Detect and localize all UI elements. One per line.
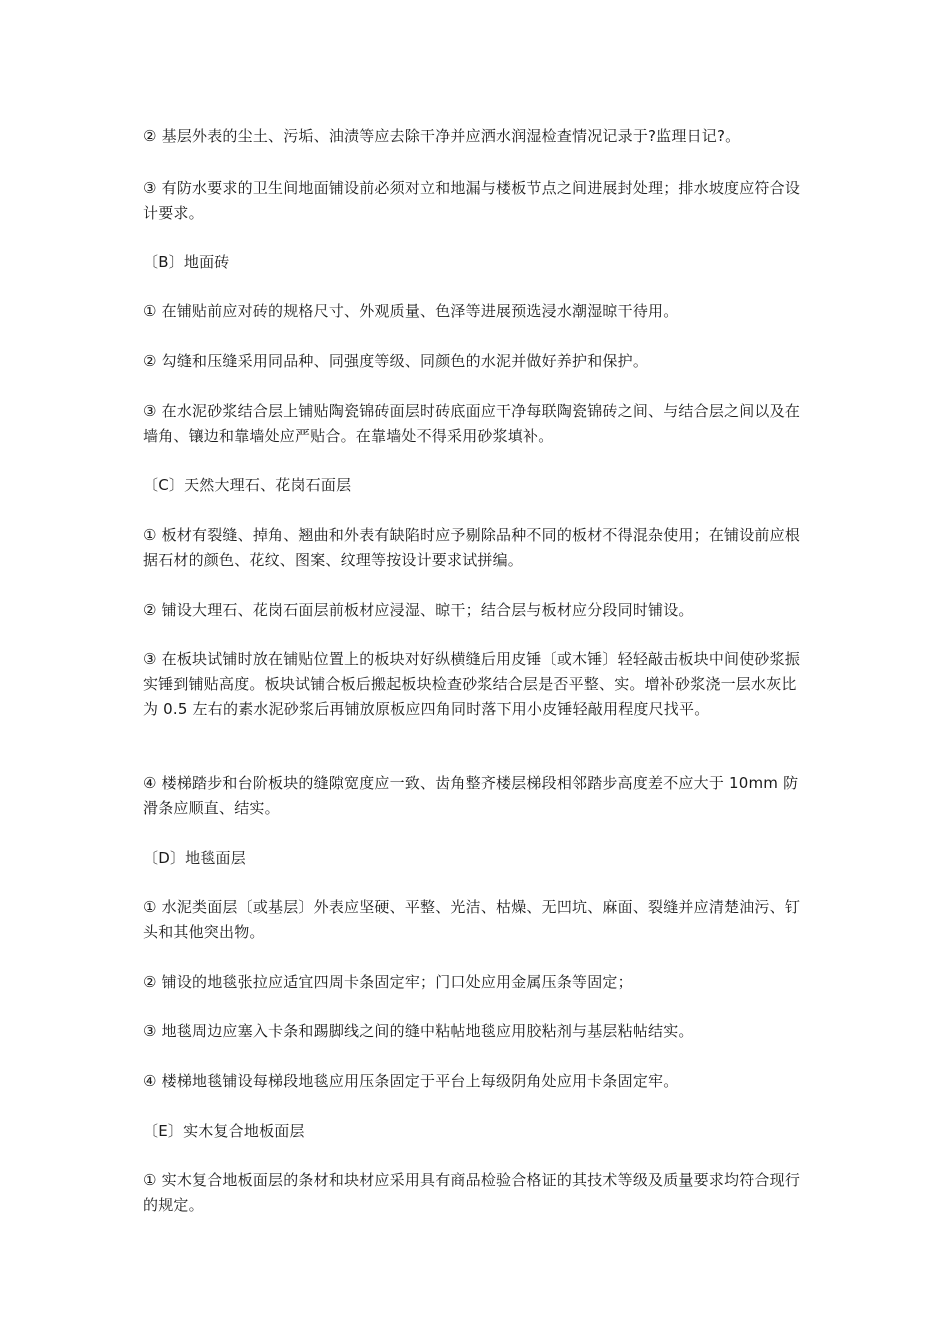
section-heading-c: 〔C〕天然大理石、花岗石面层	[143, 476, 352, 494]
section-heading-d: 〔D〕地毯面层	[143, 849, 246, 867]
section-heading-e: 〔E〕实木复合地板面层	[143, 1122, 305, 1140]
paragraph-c-3: ③ 在板块试铺时放在铺贴位置上的板块对好纵横缝后用皮锤〔或木锤〕轻轻敲击板块中间使砂浆振实锤到铺贴高度。板块试铺合板后搬起板块检查砂浆结合层是否平整、实。增补砂浆浇一层水灰比为 0.5 左右的素水泥砂浆后再铺放原板应四角同时落下用小皮锤轻敲用程度尺找平。	[143, 650, 801, 718]
paragraph-b-1: ① 在铺贴前应对砖的规格尺寸、外观质量、色泽等进展预选浸水潮湿晾干待用。	[143, 302, 679, 320]
paragraph-e-1: ① 实木复合地板面层的条材和块材应采用具有商品检验合格证的其技术等级及质量要求均符合现行的规定。	[143, 1171, 801, 1214]
paragraph-d-4: ④ 楼梯地毯铺设每梯段地毯应用压条固定于平台上每级阴角处应用卡条固定牢。	[143, 1072, 679, 1090]
paragraph-d-1: ① 水泥类面层〔或基层〕外表应坚硬、平整、光洁、枯燥、无凹坑、麻面、裂缝并应清楚油污、钉头和其他突出物。	[143, 898, 801, 941]
paragraph-c-1: ① 板材有裂缝、掉角、翘曲和外表有缺陷时应予剔除品种不同的板材不得混杂使用；在铺设前应根据石材的颜色、花纹、图案、纹理等按设计要求试拼编。	[143, 526, 801, 569]
paragraph-c-4: ④ 楼梯踏步和台阶板块的缝隙宽度应一致、齿角整齐楼层梯段相邻踏步高度差不应大于 10mm 防滑条应顺直、结实。	[143, 774, 799, 817]
paragraph-d-2: ② 铺设的地毯张拉应适宜四周卡条固定牢；门口处应用金属压条等固定；	[143, 973, 633, 991]
paragraph-waterproof-bathroom: ③ 有防水要求的卫生间地面铺设前必须对立和地漏与楼板节点之间进展封处理；排水坡度应符合设计要求。	[143, 179, 801, 222]
paragraph-base-cleaning: ② 基层外表的尘土、污垢、油渍等应去除干净并应洒水润湿检查情况记录于?监理日记?。	[143, 127, 741, 145]
paragraph-d-3: ③ 地毯周边应塞入卡条和踢脚线之间的缝中粘帖地毯应用胶粘剂与基层粘帖结实。	[143, 1022, 694, 1040]
section-heading-b: 〔B〕地面砖	[143, 253, 230, 271]
paragraph-c-2: ② 铺设大理石、花岗石面层前板材应浸湿、晾干；结合层与板材应分段同时铺设。	[143, 601, 694, 619]
paragraph-b-2: ② 勾缝和压缝采用同品种、同强度等级、同颜色的水泥并做好养护和保护。	[143, 352, 649, 370]
paragraph-b-3: ③ 在水泥砂浆结合层上铺贴陶瓷锦砖面层时砖底面应干净每联陶瓷锦砖之间、与结合层之间以及在墙角、镶边和靠墙处应严贴合。在靠墙处不得采用砂浆填补。	[143, 402, 801, 445]
